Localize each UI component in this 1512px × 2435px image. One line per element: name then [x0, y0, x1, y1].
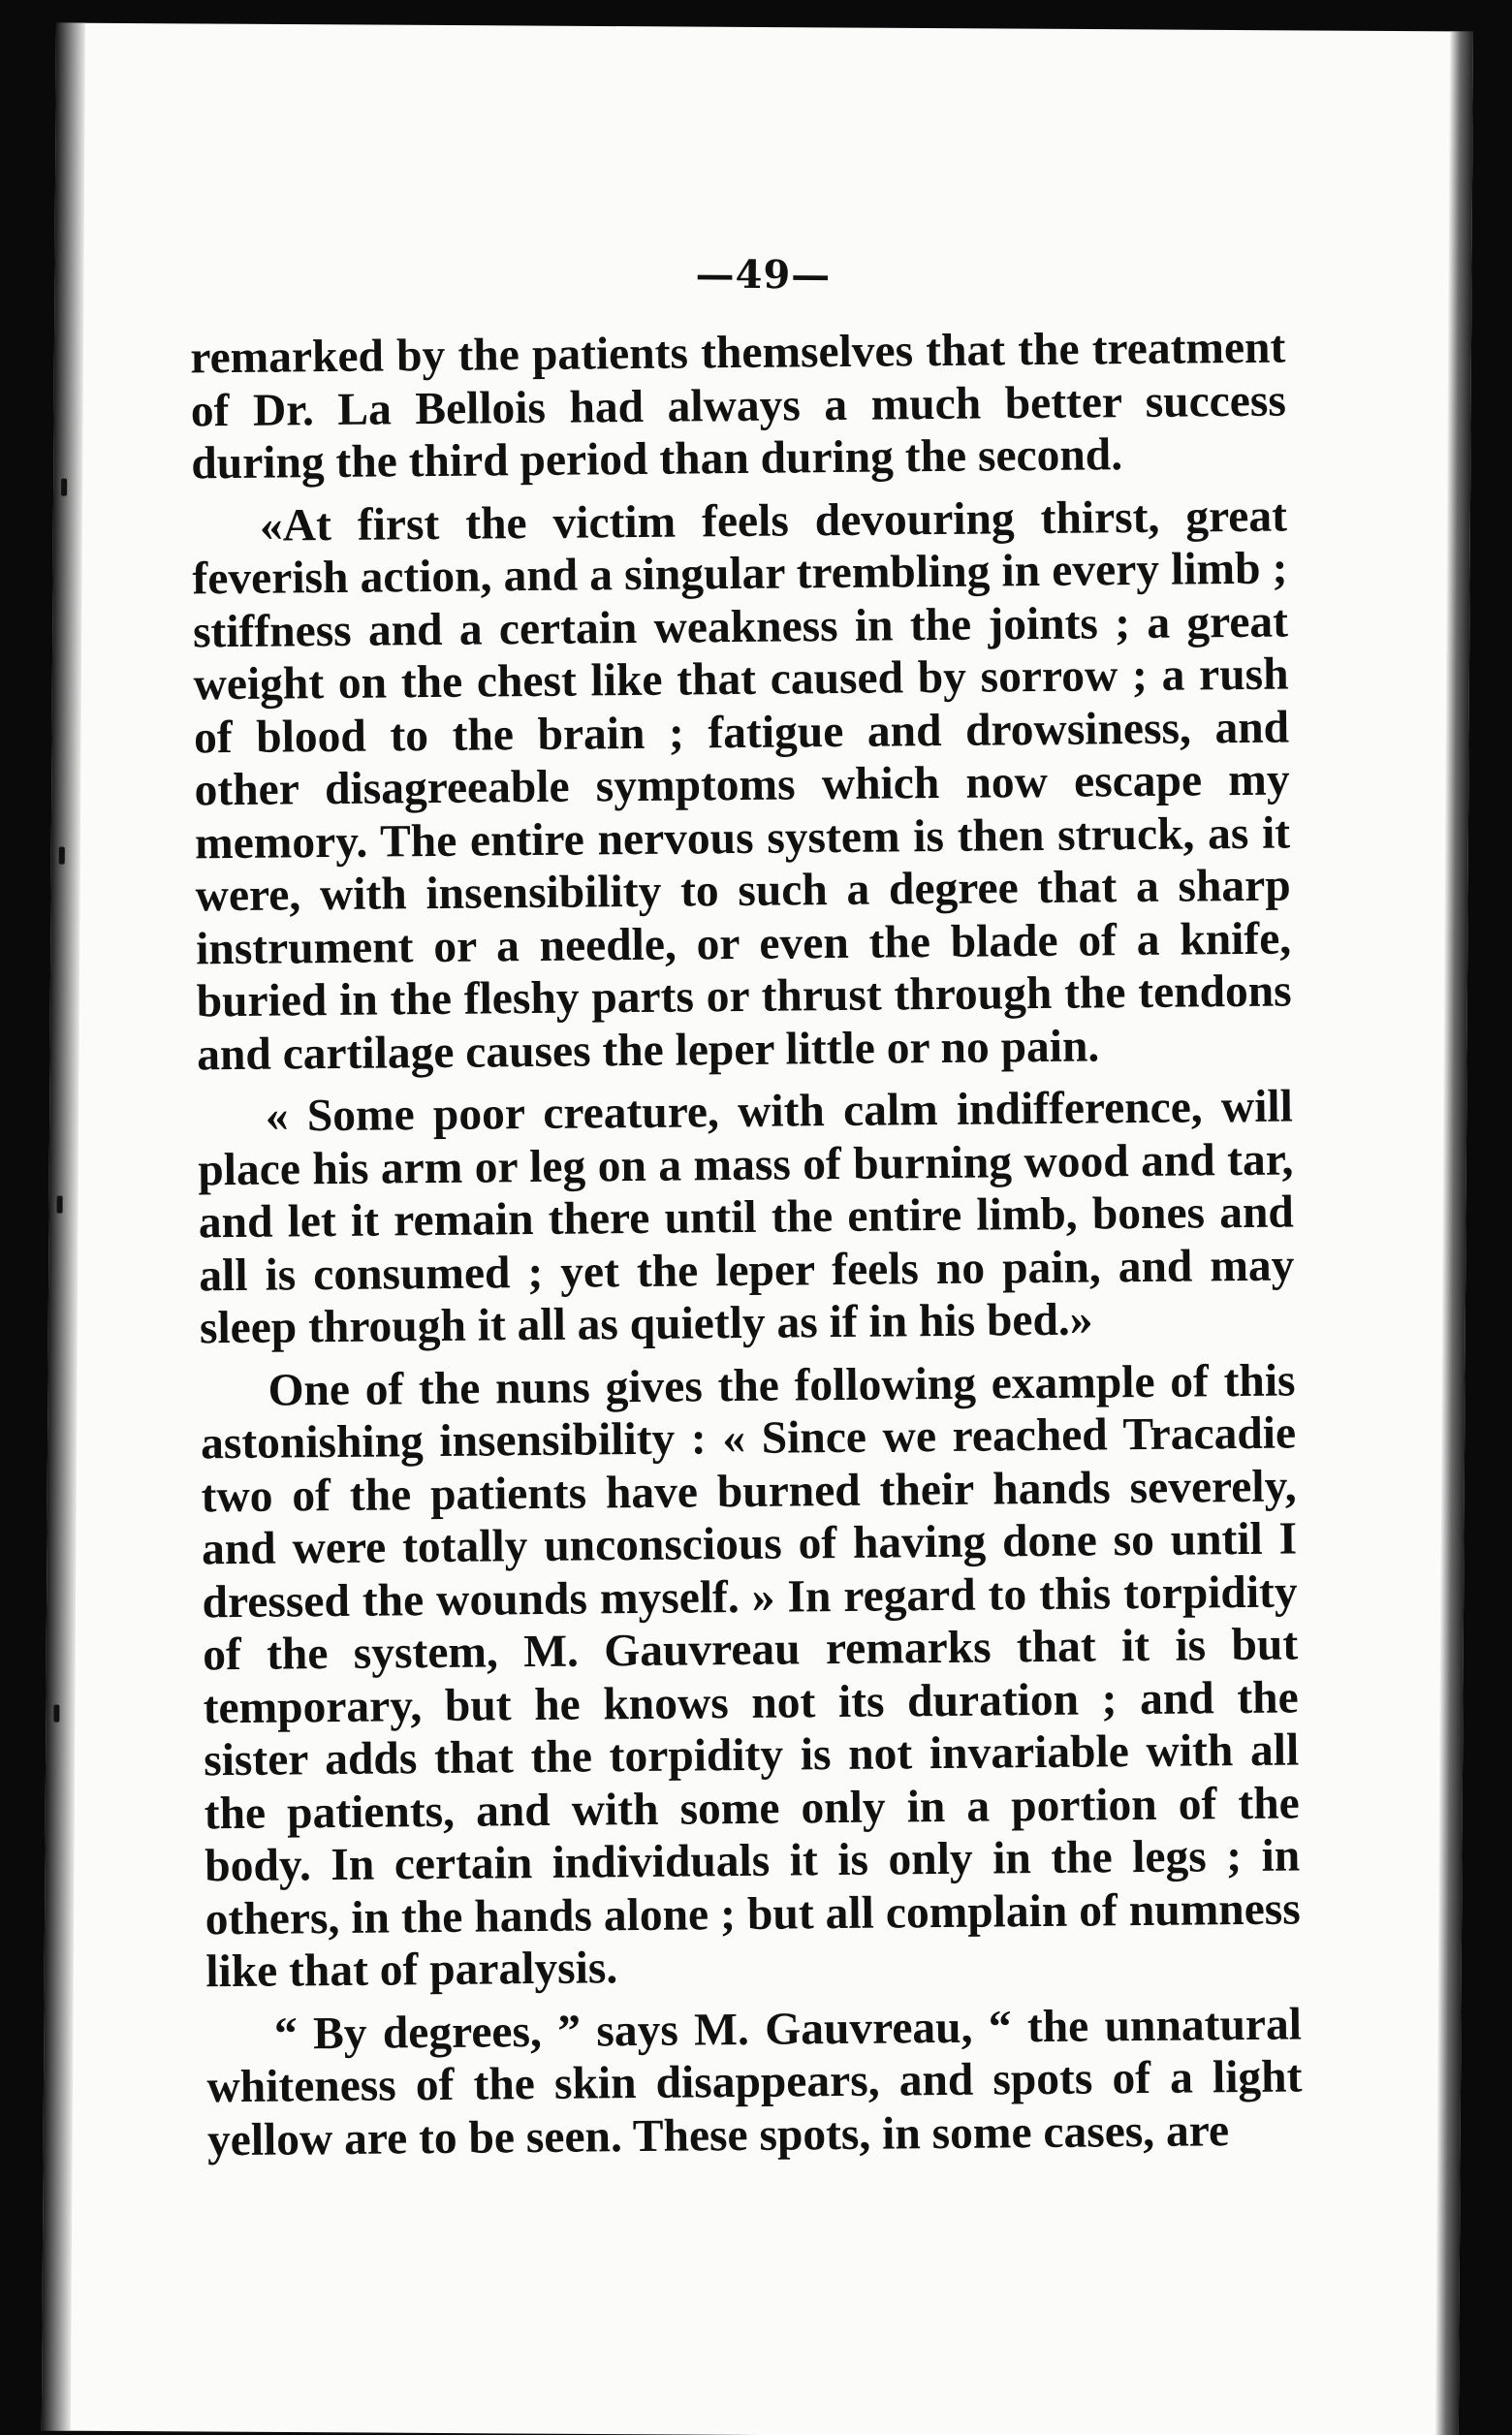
paragraph: “ By degrees, ” says M. Gauvreau, “ the unnatural whiteness of the skin disappears, and spots of a light yellow are to be seen. These spots, in some cases, are: [206, 1998, 1303, 2166]
page-edge: [1435, 31, 1473, 2435]
book-page: [42, 23, 1473, 2435]
paragraph: remarked by the patients themselves that the treatment of Dr. La Bellois had always a much better success during the third period than during the second.: [190, 322, 1287, 490]
margin-speck: [57, 1196, 63, 1214]
page-number: —49—: [695, 251, 832, 299]
gutter-shadow: [42, 23, 85, 2431]
paragraph: One of the nuns gives the following example of this astonishing insensibility : « Since we reached Tracadie two of the patients have burned their hands severely, and were totally unconscious of having done so until I dressed the wounds myself. » In regard to this torpidity of the system, M. Gauvreau remarks that it is but temporary, but he knows not its duration ; and the sister adds that the torpidity is not invariable with all the patients, and with some only in a portion of the body. In certain individuals it is only in the legs ; in others, in the hands alone ; but all complain of numness like that of paralysis.: [200, 1354, 1301, 1998]
margin-speck: [59, 847, 65, 865]
body-text: [190, 322, 1303, 2167]
margin-speck: [53, 1705, 59, 1723]
margin-speck: [61, 479, 67, 496]
paragraph: « Some poor creature, with calm indifference, will place his arm or leg on a mass of burning wood and tar, and let it remain there until the entire limb, bones and all is consumed ; yet the leper feels no pain, and may sleep through it all as quietly as if in his bed.»: [198, 1081, 1295, 1354]
paragraph: «At first the victim feels devouring thirst, great feverish action, and a singular trembling in every limb ; stiffness and a certain weakness in the joints ; a great weight on the chest like that caused by sorrow ; a rush of blood to the brain ; fatigue and drowsiness, and other disagreeable symptoms which now escape my memory. The entire nervous system is then struck, as it were, with insensibility to such a degree that a sharp instrument or a needle, or even the blade of a knife, buried in the fleshy parts or thrust through the tendons and cartilage causes the leper little or no pain.: [192, 490, 1292, 1080]
